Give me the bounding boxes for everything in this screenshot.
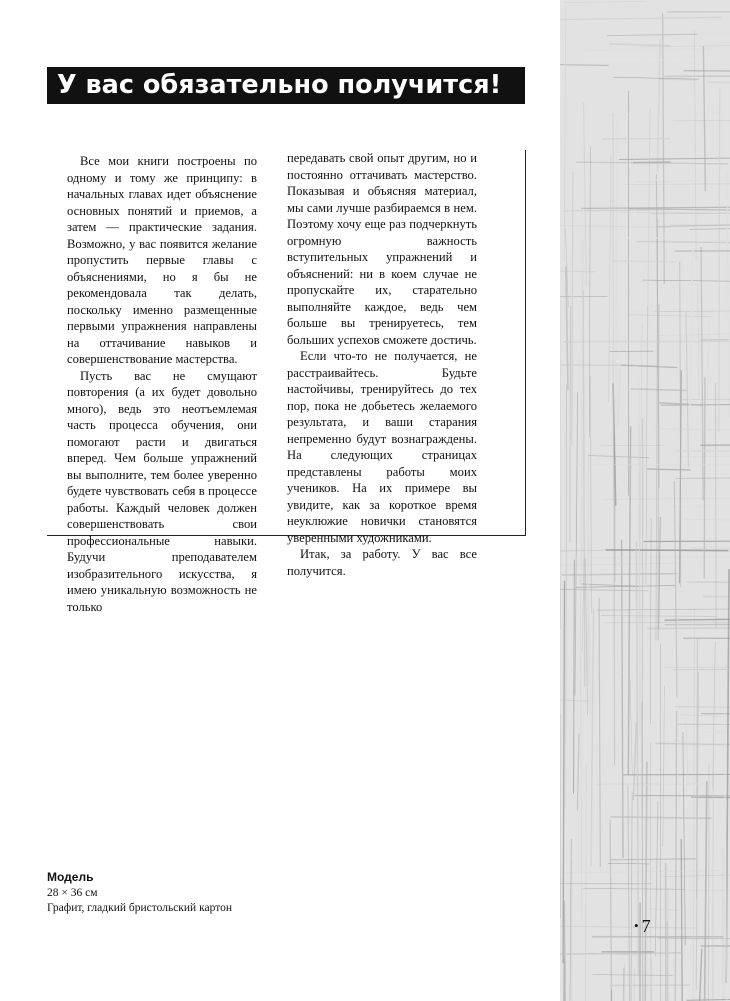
texture-stroke — [702, 732, 730, 734]
page-number — [634, 916, 651, 937]
paragraph: Итак, за работу. У вас все получится. — [287, 547, 477, 578]
texture-stroke — [679, 715, 722, 717]
texture-stroke — [648, 108, 651, 330]
texture-stroke — [701, 714, 730, 715]
texture-stroke — [700, 339, 730, 340]
texture-stroke — [700, 445, 730, 446]
texture-stroke — [611, 859, 696, 860]
texture-stroke — [695, 138, 730, 139]
texture-stroke — [713, 772, 714, 1001]
bullet-icon: • — [634, 918, 639, 933]
texture-stroke — [577, 734, 579, 811]
texture-stroke — [614, 435, 615, 766]
texture-stroke — [686, 722, 688, 786]
texture-stroke — [604, 622, 730, 623]
texture-stroke — [577, 49, 712, 51]
texture-stroke — [560, 671, 629, 673]
texture-stroke — [716, 383, 717, 628]
texture-stroke — [647, 469, 691, 470]
texture-stroke — [636, 541, 638, 976]
texture-stroke — [727, 172, 729, 418]
caption-size: 28 × 36 см — [47, 886, 98, 899]
texture-stroke — [713, 641, 715, 787]
texture-stroke — [597, 609, 730, 611]
texture-stroke — [629, 315, 712, 317]
texture-stroke — [651, 518, 652, 724]
crosshatch-texture — [560, 0, 730, 1001]
paragraph: Все мои книги построены по одному и тому же принципу: в начальных главах идет объяснение основных понятий и приемов, а затем — практические задания. Возможно, у вас появится желание пропустить первые главы с объяснениями, но я бы не рекомендовала так делать, поскольку именно размещенные первыми упражнения направлены на оттачивание навыков и совершенствование мастерства. — [67, 154, 257, 366]
texture-stroke — [687, 582, 730, 583]
texture-stroke — [656, 744, 730, 746]
texture-stroke — [560, 589, 648, 591]
texture-stroke — [633, 162, 670, 163]
texture-stroke — [699, 949, 702, 1001]
texture-stroke — [589, 456, 650, 458]
texture-stroke — [610, 820, 612, 1001]
texture-stroke — [607, 34, 697, 35]
texture-stroke — [601, 445, 665, 446]
texture-stroke — [701, 247, 703, 500]
texture-stroke — [624, 184, 730, 185]
texture-stroke — [574, 560, 575, 794]
texture-stroke — [569, 839, 572, 1001]
texture-stroke — [609, 44, 670, 46]
texture-stroke — [628, 786, 631, 1001]
page-number-value: 7 — [641, 916, 651, 936]
texture-stroke — [704, 781, 707, 1001]
texture-stroke — [655, 801, 658, 956]
texture-stroke — [658, 938, 730, 940]
texture-stroke — [621, 968, 623, 1001]
pencil-texture-panel — [560, 0, 730, 1001]
texture-stroke — [719, 89, 720, 433]
caption-medium: Графит, гладкий бристольский картон — [47, 902, 232, 914]
texture-stroke — [694, 30, 696, 261]
texture-stroke — [575, 392, 578, 695]
paragraph: передавать свой опыт другим, но и постоянно оттачивать мастерство. Показывая и объясняя материал, мы сами лучше разбираемся в нем. Поэтому хочу еще раз подчеркнуть огромную важность вступительных упражнений и объяснений: ни в коем случае не пропускайте их, старательно выполняйте каждое, ведь чем больше вы тренируетесь, тем больших успехов сможете достичь. — [287, 151, 477, 347]
texture-stroke — [613, 261, 674, 262]
texture-stroke — [635, 91, 636, 511]
texture-stroke — [574, 287, 703, 288]
texture-stroke — [674, 481, 677, 699]
texture-stroke — [590, 376, 591, 613]
texture-stroke — [642, 702, 643, 1001]
texture-stroke — [663, 686, 665, 846]
texture-stroke — [630, 33, 730, 34]
texture-stroke — [673, 120, 730, 121]
texture-stroke — [588, 454, 589, 686]
texture-stroke — [601, 616, 717, 617]
texture-stroke — [675, 707, 730, 708]
texture-stroke — [566, 428, 567, 808]
texture-stroke — [606, 550, 729, 551]
texture-stroke — [645, 762, 647, 1001]
texture-stroke — [591, 609, 594, 867]
texture-stroke — [664, 76, 730, 77]
text-column-right — [287, 150, 477, 579]
texture-stroke — [581, 240, 583, 582]
texture-stroke — [583, 888, 684, 889]
texture-stroke — [685, 520, 730, 522]
texture-stroke — [580, 580, 581, 919]
texture-stroke — [656, 506, 719, 507]
texture-stroke — [683, 71, 730, 72]
texture-stroke — [619, 158, 730, 160]
texture-stroke — [698, 282, 700, 397]
paragraph: Если что-то не получается, не расстраивайтесь. Будьте настойчивы, тренируйтесь до тех пор, пока не добьетесь желаемого результата, и ваши старания непременно будут вознаграждены. На следующих страницах представлены работы моих учеников. На их примере вы увидите, как за короткое время неуклюжие новички становятся уверенными художниками. — [287, 349, 477, 545]
texture-stroke — [708, 322, 709, 399]
texture-stroke — [622, 540, 623, 859]
texture-stroke — [725, 897, 726, 1001]
texture-stroke — [642, 280, 730, 282]
texture-stroke — [633, 722, 636, 800]
texture-stroke — [690, 548, 730, 549]
texture-stroke — [563, 959, 564, 1001]
texture-stroke — [562, 574, 678, 575]
page-title: У вас обязательно получится! — [47, 67, 525, 104]
texture-stroke — [646, 307, 648, 585]
caption-title: Модель — [47, 870, 94, 884]
texture-stroke — [635, 796, 730, 797]
texture-stroke — [703, 597, 730, 598]
texture-stroke — [631, 792, 632, 1001]
texture-stroke — [560, 17, 721, 19]
texture-stroke — [667, 921, 668, 1001]
texture-stroke — [675, 711, 677, 1001]
text-column-left — [67, 153, 257, 615]
texture-stroke — [570, 307, 571, 542]
texture-stroke — [560, 550, 604, 551]
texture-stroke — [563, 1, 646, 2]
texture-stroke — [693, 610, 695, 1001]
texture-stroke — [615, 119, 617, 504]
texture-stroke — [585, 558, 587, 715]
texture-stroke — [630, 681, 632, 776]
texture-stroke — [614, 77, 699, 79]
texture-stroke — [651, 959, 652, 1001]
texture-stroke — [589, 600, 591, 714]
texture-stroke — [560, 64, 609, 65]
texture-stroke — [703, 46, 705, 191]
texture-stroke — [568, 557, 730, 559]
texture-stroke — [665, 619, 730, 620]
texture-stroke — [585, 765, 586, 1001]
texture-stroke — [678, 556, 679, 779]
texture-stroke — [659, 517, 661, 629]
texture-stroke — [601, 238, 730, 239]
texture-stroke — [675, 451, 730, 452]
paragraph: Пусть вас не смущают повторения (а их будет довольно много), ведь это неотъемлемая часть процесса обучения, они помогают расти и двигаться вперед. Чем больше упражнений вы выполните, тем более уверенно будете чувствовать себя в процессе работы. Каждый человек должен совершенствовать свои профессиональные навыки. Будучи преподавателем изобразительного искусства, я имею уникальную возможность не только — [67, 368, 257, 614]
texture-stroke — [618, 63, 620, 500]
texture-stroke — [681, 839, 684, 1001]
texture-stroke — [683, 732, 685, 946]
texture-stroke — [647, 627, 730, 628]
texture-stroke — [622, 178, 730, 180]
texture-stroke — [560, 225, 671, 227]
texture-stroke — [658, 304, 659, 640]
figure-caption — [47, 870, 327, 917]
texture-stroke — [564, 6, 566, 262]
texture-stroke — [690, 249, 693, 417]
texture-stroke — [675, 251, 730, 252]
texture-stroke — [637, 242, 730, 244]
texture-stroke — [707, 82, 730, 83]
texture-stroke — [663, 13, 665, 283]
texture-stroke — [583, 60, 704, 61]
texture-stroke — [599, 598, 600, 867]
texture-stroke — [658, 39, 661, 172]
texture-stroke — [581, 207, 730, 208]
texture-stroke — [604, 498, 730, 499]
intro-text-box — [47, 150, 526, 614]
